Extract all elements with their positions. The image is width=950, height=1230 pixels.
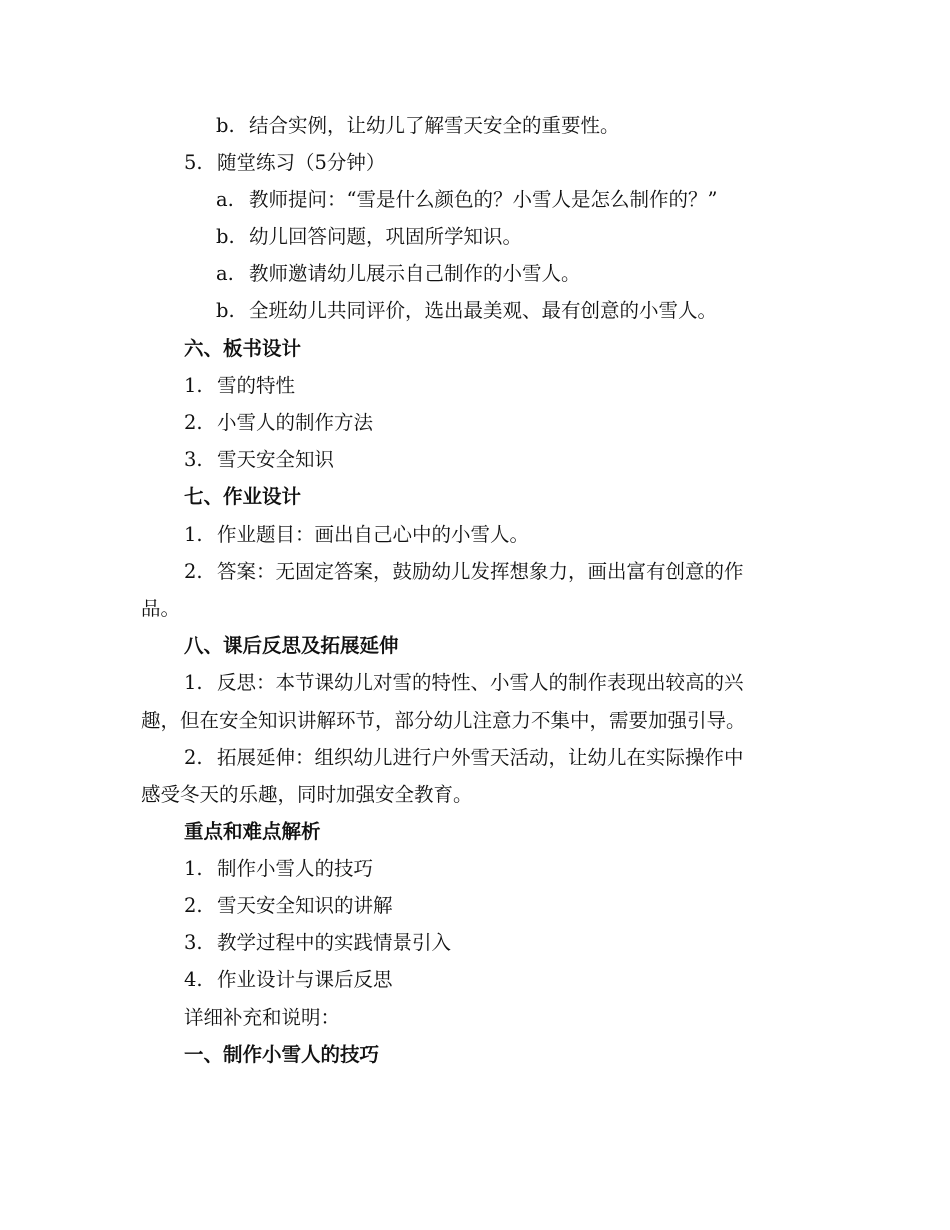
list-item (184, 670, 744, 696)
list-item-marker: 3. (184, 931, 203, 954)
section-heading: 一、制作小雪人的技巧 (184, 1043, 380, 1066)
list-item-text: 雪的特性 (217, 374, 296, 397)
wrapped-line: 感受冬天的乐趣，同时加强安全教育。 (141, 783, 473, 806)
list-item (184, 522, 529, 548)
list-item-marker: 2. (184, 411, 203, 434)
list-item-marker: 1. (184, 523, 203, 546)
list-item-marker: 1. (184, 374, 203, 397)
wrapped-line: 趣，但在安全知识讲解环节，部分幼儿注意力不集中，需要加强引导。 (141, 709, 746, 732)
list-item-text: 答案：无固定答案，鼓励幼儿发挥想象力，画出富有创意的作 (217, 560, 744, 583)
list-item-text: 反思：本节课幼儿对雪的特性、小雪人的制作表现出较高的兴 (217, 671, 744, 694)
list-item-text: 小雪人的制作方法 (217, 411, 374, 434)
list-item-marker: 4. (184, 968, 203, 991)
sub-item-marker: b. (216, 299, 235, 322)
list-item-text: 随堂练习（5分钟） (217, 151, 386, 174)
sub-item-marker: a. (216, 262, 234, 285)
sub-item-marker: b. (216, 114, 235, 137)
list-item (184, 410, 373, 436)
list-item (184, 893, 393, 919)
list-item (184, 930, 451, 956)
list-item-text: 作业设计与课后反思 (217, 968, 393, 991)
list-item (184, 856, 373, 882)
sub-item-text: 幼儿回答问题，巩固所学知识。 (249, 225, 523, 248)
list-item (184, 447, 334, 473)
sub-item (216, 298, 717, 324)
sub-item (216, 187, 717, 213)
list-item-marker: 3. (184, 448, 203, 471)
sub-item (216, 261, 581, 287)
section-heading: 重点和难点解析 (184, 820, 321, 843)
wrapped-line: 品。 (141, 597, 181, 620)
sub-item-marker: b. (216, 225, 235, 248)
list-item-marker: 5. (184, 151, 203, 174)
list-item-marker: 2. (184, 894, 203, 917)
section-heading: 八、课后反思及拓展延伸 (184, 634, 399, 657)
list-item (184, 745, 744, 771)
section-heading: 六、板书设计 (184, 337, 302, 360)
list-item-marker: 2. (184, 560, 203, 583)
list-item-text: 雪天安全知识 (217, 448, 335, 471)
list-item (184, 373, 295, 399)
list-item (184, 150, 385, 176)
sub-item-text: 结合实例，让幼儿了解雪天安全的重要性。 (249, 114, 620, 137)
sub-item (216, 113, 620, 139)
list-item-marker: 1. (184, 671, 203, 694)
list-item-text: 作业题目：画出自己心中的小雪人。 (217, 523, 530, 546)
list-item-marker: 2. (184, 746, 203, 769)
list-item-marker: 1. (184, 857, 203, 880)
sub-item (216, 224, 522, 250)
sub-item-text: 教师提问：“雪是什么颜色的？小雪人是怎么制作的？” (249, 188, 718, 211)
list-item-text: 拓展延伸：组织幼儿进行户外雪天活动，让幼儿在实际操作中 (217, 746, 744, 769)
sub-item-text: 教师邀请幼儿展示自己制作的小雪人。 (249, 262, 581, 285)
list-item-text: 雪天安全知识的讲解 (217, 894, 393, 917)
paragraph-text: 详细补充和说明： (184, 1006, 341, 1029)
section-heading: 七、作业设计 (184, 485, 302, 508)
sub-item-marker: a. (216, 188, 234, 211)
list-item (184, 559, 744, 585)
list-item (184, 967, 393, 993)
list-item-text: 教学过程中的实践情景引入 (217, 931, 452, 954)
list-item-text: 制作小雪人的技巧 (217, 857, 374, 880)
sub-item-text: 全班幼儿共同评价，选出最美观、最有创意的小雪人。 (249, 299, 718, 322)
